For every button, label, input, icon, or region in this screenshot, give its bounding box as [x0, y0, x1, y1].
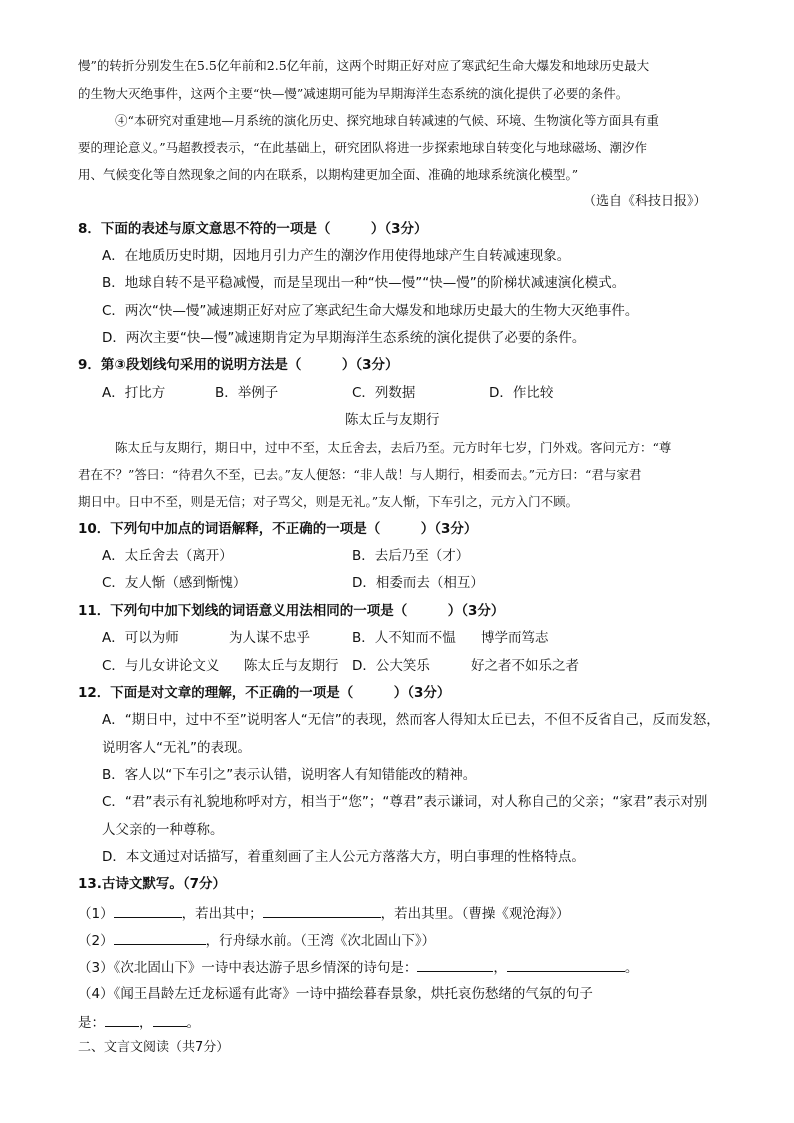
question-12-stem: 12．下面是对文章的理解，不正确的一项是（ ）（3分） — [78, 685, 451, 701]
question-10-option-d: D．相委而去（相互） — [352, 575, 484, 591]
item-text: ， — [493, 960, 507, 976]
item-text: ， — [139, 1015, 153, 1031]
question-12-option-d: D．本文通过对话描写，着重刻画了主人公元方落落大方，明白事理的性格特点。 — [102, 849, 585, 865]
item-text: 。 — [624, 960, 639, 976]
item-text: ，若出其中； — [181, 906, 263, 922]
item-text: （3）《次北固山下》一诗中表达游子思乡情深的诗句是： — [78, 960, 418, 976]
question-9-option-a: A．打比方 — [102, 385, 166, 401]
question-12-option-b: B．客人以“下车引之”表示认错，说明客人有知错能改的精神。 — [102, 767, 477, 783]
question-8-stem: 8．下面的表述与原文意思不符的一项是（ ）（3分） — [78, 221, 428, 237]
question-9-stem: 9．第③段划线句采用的说明方法是（ ）（3分） — [78, 357, 399, 373]
question-12-option-c: C．“君”表示有礼貌地称呼对方，相当于“您”；“尊君”表示谦词，对人称自己的父亲；“家君”表示对别 — [102, 794, 708, 810]
question-9-option-c: C．列数据 — [352, 385, 416, 401]
answer-blank[interactable] — [507, 957, 625, 972]
item-text: ，行舟绿水前。（王湾《次北固山下》） — [205, 933, 436, 949]
answer-blank[interactable] — [114, 903, 182, 918]
question-11-option-b: B．人不知而不愠 — [352, 630, 456, 646]
question-8-option-c: C．两次“快—慢”减速期正好对应了寒武纪生命大爆发和地球历史最大的生物大灭绝事件。 — [102, 303, 639, 319]
answer-blank[interactable] — [263, 903, 381, 918]
item-text: ，若出其里。（曹操《观沧海》） — [380, 906, 570, 922]
passage-line: 用、气候变化等自然现象之间的内在联系，以期构建更加全面、准确的地球系统演化模型。” — [78, 167, 579, 182]
question-10-option-b: B．去后乃至（才） — [352, 548, 470, 564]
question-11-option-c: C．与儿女讲论文义 — [102, 658, 220, 674]
question-11-option-d: D．公大笑乐 — [352, 658, 430, 674]
question-11-option-c-pair: 陈太丘与友期行 — [244, 658, 339, 674]
question-13-item-3 — [78, 957, 638, 977]
question-9-option-d: D．作比较 — [489, 385, 554, 401]
classical-line: 期日中。日中不至，则是无信；对子骂父，则是无礼。”友人惭，下车引之，元方入门不顾。 — [78, 494, 579, 509]
classical-line: 陈太丘与友期行，期日中，过中不至，太丘舍去，去后乃至。元方时年七岁，门外戏。客问元方：“尊 — [115, 440, 672, 455]
source-note: （选自《科技日报》） — [583, 194, 707, 209]
passage-line: 要的理论意义。”马超教授表示，“在此基础上，研究团队将进一步探索地球自转变化与地球磁场、潮汐作 — [78, 140, 648, 155]
item-label: （1） — [78, 906, 114, 922]
question-13-item-4-cont — [78, 1012, 200, 1032]
item-text: 。 — [186, 1015, 200, 1031]
question-11-stem: 11．下列句中加下划线的词语意义用法相同的一项是（ ）（3分） — [78, 603, 505, 619]
question-12-option-a: A．“期日中，过中不至”说明客人“无信”的表现，然而客人得知太丘已去，不但不反省自己，反而发怒， — [102, 712, 720, 728]
question-8-option-a: A．在地质历史时期，因地月引力产生的潮汐作用使得地球产生自转减速现象。 — [102, 248, 571, 264]
question-13-item-1 — [78, 903, 570, 923]
answer-blank[interactable] — [153, 1012, 187, 1027]
question-8-option-b: B．地球自转不是平稳减慢，而是呈现出一种“快—慢”“快—慢”的阶梯状减速演化模式。 — [102, 275, 626, 291]
item-text: 是： — [78, 1015, 105, 1031]
question-8-option-d: D．两次主要“快—慢”减速期肯定为早期海洋生态系统的演化提供了必要的条件。 — [102, 330, 586, 346]
answer-blank[interactable] — [417, 957, 493, 972]
question-12-option-a-cont: 说明客人“无礼”的表现。 — [102, 740, 251, 756]
passage-line: ④“本研究对重建地—月系统的演化历史、探究地球自转减速的气候、环境、生物演化等方面具有重 — [115, 113, 659, 128]
question-12-option-c-cont: 人父亲的一种尊称。 — [102, 822, 224, 838]
question-13-item-4: （4）《闻王昌龄左迁龙标遥有此寄》一诗中描绘暮春景象，烘托哀伤愁绪的气氛的句子 — [78, 986, 593, 1002]
question-11-option-a-pair: 为人谋不忠乎 — [229, 630, 310, 646]
question-9-option-b: B．举例子 — [215, 385, 279, 401]
question-13-stem: 13.古诗文默写。（7分） — [78, 876, 227, 892]
question-10-stem: 10．下列句中加点的词语解释，不正确的一项是（ ）（3分） — [78, 521, 478, 537]
question-11-option-d-pair: 好之者不如乐之者 — [471, 658, 579, 674]
passage-line: 慢”的转折分别发生在5.5亿年前和2.5亿年前，这两个时期正好对应了寒武纪生命大爆发和地球历史最大 — [78, 58, 650, 73]
answer-blank[interactable] — [114, 930, 206, 945]
question-10-option-c: C．友人惭（感到惭愧） — [102, 575, 247, 591]
answer-blank[interactable] — [105, 1012, 139, 1027]
classical-title: 陈太丘与友期行 — [345, 412, 440, 428]
question-13-item-2 — [78, 930, 435, 950]
question-11-option-a: A．可以为师 — [102, 630, 179, 646]
item-label: （2） — [78, 933, 114, 949]
classical-line: 君在不？”答曰：“待君久不至，已去。”友人便怒：“非人哉！与人期行，相委而去。”元方曰：“君与家君 — [78, 467, 642, 482]
question-11-option-b-pair: 博学而笃志 — [481, 630, 549, 646]
question-10-option-a: A．太丘舍去（离开） — [102, 548, 233, 564]
section-heading: 二、文言文阅读（共7分） — [78, 1040, 230, 1055]
passage-line: 的生物大灭绝事件，这两个主要“快—慢”减速期可能为早期海洋生态系统的演化提供了必要的条件。 — [78, 86, 629, 101]
